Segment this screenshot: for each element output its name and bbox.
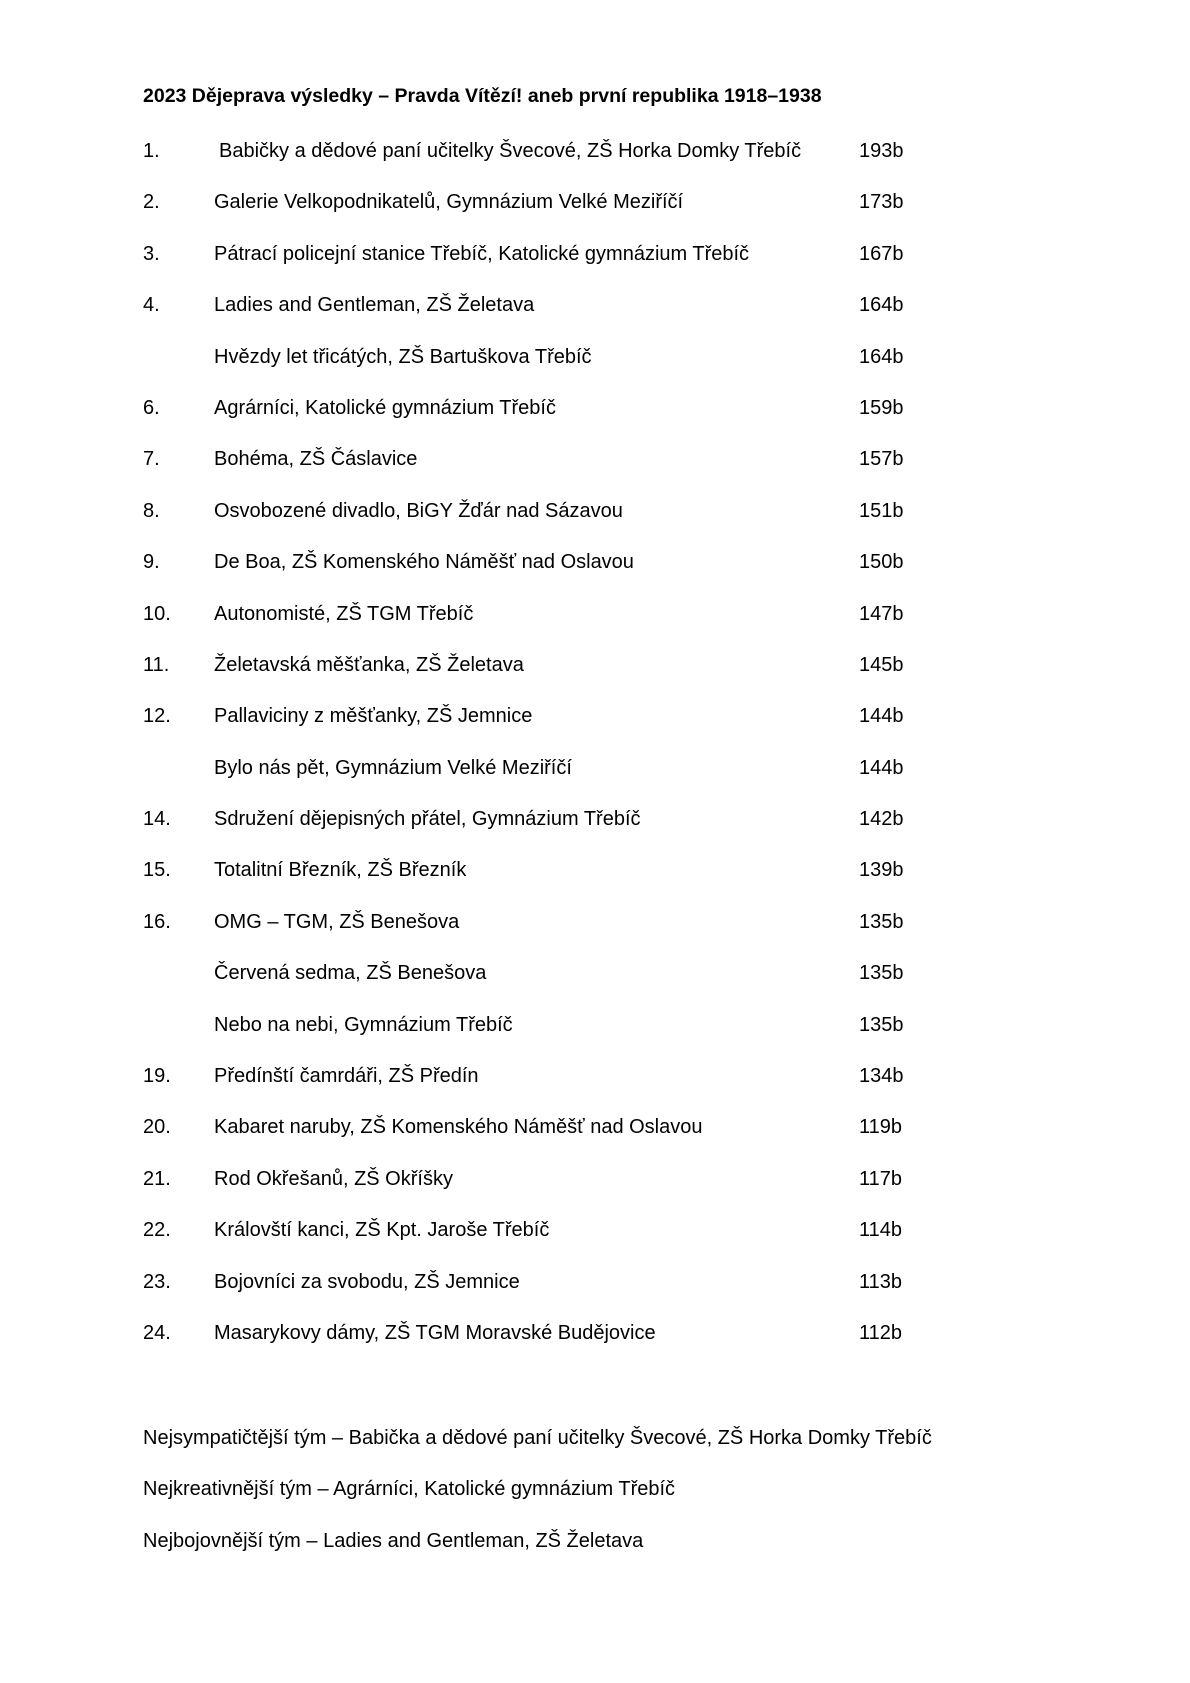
award-most-likeable: Nejsympatičtější tým – Babička a dědové paní učitelky Švecové, ZŠ Horka Domky Třebíč (143, 1427, 932, 1449)
result-rank: 1. (143, 140, 160, 162)
result-team: Bylo nás pět, Gymnázium Velké Meziříčí (214, 756, 572, 779)
result-team: Hvězdy let třicátých, ZŠ Bartuškova Třebíč (214, 345, 592, 368)
result-row (0, 499, 1190, 550)
result-score: 112b (859, 1321, 903, 1344)
result-team: De Boa, ZŠ Komenského Náměšť nad Oslavou (214, 551, 634, 574)
result-row (0, 756, 1190, 807)
result-row (0, 1167, 1190, 1218)
result-score: 167b (859, 242, 904, 265)
result-team: Červená sedma, ZŠ Benešova (214, 962, 487, 985)
result-rank: 8. (143, 499, 160, 522)
result-team: Sdružení dějepisných přátel, Gymnázium Třebíč (214, 808, 641, 831)
result-team: Masarykovy dámy, ZŠ TGM Moravské Budějovice (214, 1321, 656, 1344)
result-rank: 11. (143, 653, 170, 676)
result-score: 134b (859, 1065, 904, 1088)
result-row (0, 653, 1190, 704)
result-score: 119b (859, 1116, 903, 1139)
result-rank: 15. (143, 859, 171, 882)
result-team: Totalitní Březník, ZŠ Březník (214, 859, 467, 882)
result-row (0, 961, 1190, 1012)
result-score: 151b (859, 499, 904, 522)
result-row (0, 242, 1190, 293)
result-score: 147b (859, 602, 904, 625)
result-row (0, 1064, 1190, 1115)
result-score: 193b (859, 140, 904, 162)
result-rank: 16. (143, 910, 171, 933)
result-row (0, 293, 1190, 344)
result-rank: 12. (143, 705, 171, 728)
result-rank: 21. (143, 1167, 171, 1190)
result-row (0, 1321, 1190, 1372)
result-team: Pallaviciny z měšťanky, ZŠ Jemnice (214, 705, 533, 728)
result-score: 157b (859, 448, 904, 471)
result-team: Předínští čamrdáři, ZŠ Předín (214, 1065, 479, 1088)
result-score: 150b (859, 551, 904, 574)
result-team: Ladies and Gentleman, ZŠ Želetava (214, 294, 535, 317)
result-rank: 20. (143, 1116, 171, 1139)
result-score: 145b (859, 653, 904, 676)
result-row (0, 550, 1190, 601)
result-score: 117b (859, 1167, 903, 1190)
result-score: 135b (859, 962, 904, 985)
result-score: 114b (859, 1219, 903, 1242)
result-rank: 6. (143, 396, 160, 419)
result-team: Želetavská měšťanka, ZŠ Želetava (214, 653, 524, 676)
result-score: 164b (859, 294, 904, 317)
result-team: OMG – TGM, ZŠ Benešova (214, 910, 460, 933)
result-row (0, 1013, 1190, 1064)
award-most-creative: Nejkreativnější tým – Agrárníci, Katolické gymnázium Třebíč (143, 1478, 676, 1501)
result-team: Pátrací policejní stanice Třebíč, Katolické gymnázium Třebíč (214, 242, 750, 265)
result-score: 173b (859, 191, 904, 214)
result-score: 144b (859, 756, 904, 779)
result-row (0, 602, 1190, 653)
result-rank: 14. (143, 808, 171, 831)
result-score: 135b (859, 1013, 904, 1036)
result-team: Královští kanci, ZŠ Kpt. Jaroše Třebíč (214, 1219, 550, 1242)
result-row (0, 858, 1190, 909)
result-row (0, 447, 1190, 498)
result-team: Babičky a dědové paní učitelky Švecové, ZŠ Horka Domky Třebíč (219, 140, 802, 162)
result-row (0, 396, 1190, 447)
result-row (0, 1270, 1190, 1321)
result-team: Bojovníci za svobodu, ZŠ Jemnice (214, 1270, 520, 1293)
result-row (0, 190, 1190, 241)
result-score: 164b (859, 345, 904, 368)
result-row (0, 345, 1190, 396)
result-team: Agrárníci, Katolické gymnázium Třebíč (214, 396, 556, 419)
result-row (0, 139, 1190, 190)
awards-list (143, 1426, 932, 1580)
result-team: Nebo na nebi, Gymnázium Třebíč (214, 1013, 513, 1036)
result-team: Kabaret naruby, ZŠ Komenského Náměšť nad Oslavou (214, 1116, 703, 1139)
result-score: 139b (859, 859, 904, 882)
result-rank: 3. (143, 242, 160, 265)
result-row (0, 704, 1190, 755)
result-rank: 2. (143, 191, 160, 214)
result-team: Bohéma, ZŠ Čáslavice (214, 448, 418, 471)
result-team: Autonomisté, ZŠ TGM Třebíč (214, 602, 474, 625)
result-row (0, 910, 1190, 961)
result-team: Galerie Velkopodnikatelů, Gymnázium Velké Meziříčí (214, 191, 684, 214)
results-list (0, 139, 1190, 1372)
result-rank: 24. (143, 1321, 171, 1344)
result-score: 135b (859, 910, 904, 933)
result-row (0, 1218, 1190, 1269)
result-score: 142b (859, 808, 904, 831)
result-rank: 7. (143, 448, 160, 471)
result-team: Rod Okřešanů, ZŠ Okříšky (214, 1167, 453, 1190)
result-rank: 23. (143, 1270, 171, 1293)
result-rank: 19. (143, 1065, 171, 1088)
document-title: 2023 Dějeprava výsledky – Pravda Vítězí! aneb první republika 1918–1938 (143, 85, 822, 107)
result-row (0, 1115, 1190, 1166)
result-rank: 22. (143, 1219, 171, 1242)
award-most-combative: Nejbojovnější tým – Ladies and Gentleman, ZŠ Želetava (143, 1529, 644, 1552)
result-row (0, 807, 1190, 858)
result-score: 144b (859, 705, 904, 728)
result-rank: 10. (143, 602, 171, 625)
result-team: Osvobozené divadlo, BiGY Žďár nad Sázavou (214, 499, 623, 522)
result-score: 159b (859, 396, 904, 419)
result-rank: 9. (143, 551, 160, 574)
result-score: 113b (859, 1270, 903, 1293)
result-rank: 4. (143, 294, 160, 317)
